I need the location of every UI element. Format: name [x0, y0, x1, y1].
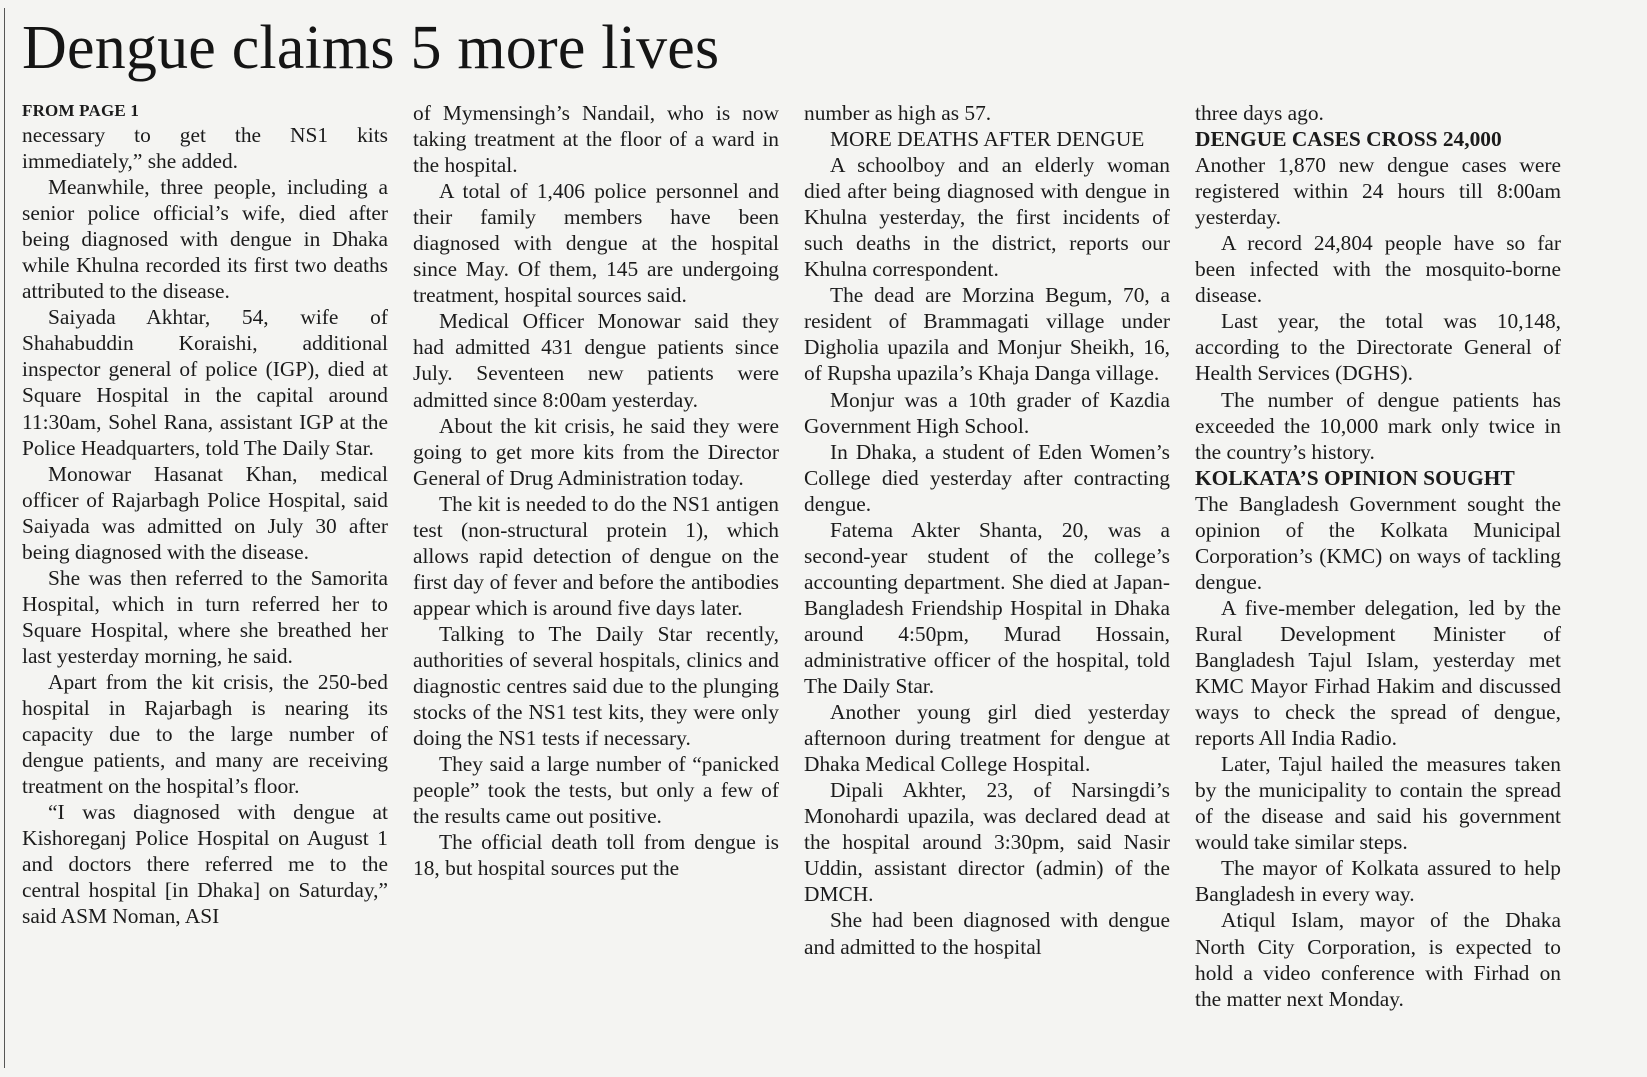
article-paragraph: Monjur was a 10th grader of Kazdia Government High School. [804, 387, 1170, 438]
section-subhead: KOLKATA’S OPINION SOUGHT [1195, 465, 1515, 490]
article-paragraph: three days ago. [1195, 101, 1324, 125]
article-paragraph: Saiyada Akhtar, 54, wife of Shahabuddin Koraishi, additional inspector general of police (IGP), died at Square Hospital in the capital around 11:30am, Sohel Rana, assistant IGP at the Police Headquarters, told The Daily Star. [22, 305, 388, 460]
article-paragraph: necessary to get the NS1 kits immediately,” she added. [22, 123, 388, 174]
article-paragraph: The official death toll from dengue is 18, but hospital sources put the [413, 830, 779, 881]
article-paragraph: “I was diagnosed with dengue at Kishoreganj Police Hospital on August 1 and doctors there referred me to the central hospital [in Dhaka] on Saturday,” said ASM Noman, ASI [22, 800, 388, 929]
article-paragraph: Talking to The Daily Star recently, authorities of several hospitals, clinics and diagnostic centres said due to the plunging stocks of the NS1 test kits, they were only doing the NS1 tests if necessary. [413, 621, 779, 751]
article-paragraph: The mayor of Kolkata assured to help Bangladesh in every way. [1195, 856, 1561, 907]
article-paragraph: Atiqul Islam, mayor of the Dhaka North City Corporation, is expected to hold a video conference with Firhad on the matter next Monday. [1195, 908, 1561, 1011]
article-paragraph: Fatema Akter Shanta, 20, was a second-year student of the college’s accounting department. She died at Japan-Bangladesh Friendship Hospital in Dhaka around 4:50pm, Murad Hossain, administrative officer of the hospital, told The Daily Star. [804, 517, 1170, 699]
article-paragraph: number as high as 57. [804, 101, 992, 125]
article-column-2 [413, 100, 779, 881]
article-paragraph: About the kit crisis, he said they were going to get more kits from the Director General of Drug Administration today. [413, 413, 779, 490]
article-paragraph: The Bangladesh Government sought the opinion of the Kolkata Municipal Corporation’s (KMC) on ways of tackling dengue. [1195, 491, 1561, 594]
article-paragraph: Apart from the kit crisis, the 250-bed hospital in Rajarbagh is nearing its capacity due to the large number of dengue patients, and many are receiving treatment on the hospital’s floor. [22, 669, 388, 799]
article-paragraph: In Dhaka, a student of Eden Women’s College died yesterday after contracting dengue. [804, 439, 1170, 516]
article-paragraph: Medical Officer Monowar said they had admitted 431 dengue patients since July. Seventeen new patients were admitted since 8:00am yesterday. [413, 309, 779, 412]
article-paragraph: The dead are Morzina Begum, 70, a resident of Brammagati village under Digholia upazila and Monjur Sheikh, 16, of Rupsha upazila’s Khaja Danga village. [804, 283, 1170, 386]
article-column-3 [804, 100, 1170, 960]
column-rule [4, 8, 5, 1068]
article-paragraph: She had been diagnosed with dengue and admitted to the hospital [804, 908, 1170, 959]
article-paragraph: Another 1,870 new dengue cases were registered within 24 hours till 8:00am yesterday. [1195, 153, 1561, 230]
article-paragraph: of Mymensingh’s Nandail, who is now taking treatment at the floor of a ward in the hospital. [413, 101, 779, 178]
article-column-4 [1195, 100, 1561, 1012]
article-paragraph: A record 24,804 people have so far been infected with the mosquito-borne disease. [1195, 231, 1561, 308]
headline: Dengue claims 5 more lives [22, 14, 720, 82]
article-paragraph: Dipali Akhter, 23, of Narsingdi’s Monohardi upazila, was declared dead at the hospital around 3:30pm, said Nasir Uddin, assistant director (admin) of the DMCH. [804, 778, 1170, 907]
article-paragraph: A five-member delegation, led by the Rural Development Minister of Bangladesh Tajul Islam, yesterday met KMC Mayor Firhad Hakim and discussed ways to check the spread of dengue, reports All India Radio. [1195, 595, 1561, 751]
section-subhead: MORE DEATHS AFTER DENGUE [830, 127, 1145, 152]
article-paragraph: Monowar Hasanat Khan, medical officer of Rajarbagh Police Hospital, said Saiyada was admitted on July 30 after being diagnosed with the disease. [22, 461, 388, 564]
article-paragraph: A total of 1,406 police personnel and their family members have been diagnosed with dengue at the hospital since May. Of them, 145 are undergoing treatment, hospital sources said. [413, 179, 779, 308]
article-paragraph: They said a large number of “panicked people” took the tests, but only a few of the results came out positive. [413, 752, 779, 829]
article-paragraph: She was then referred to the Samorita Hospital, which in turn referred her to Square Hospital, where she breathed her last yesterday morning, he said. [22, 565, 388, 668]
article-paragraph: The kit is needed to do the NS1 antigen test (non-structural protein 1), which allows rapid detection of dengue on the first day of fever and before the antibodies appear which is around five days later. [413, 491, 779, 620]
article-paragraph: Later, Tajul hailed the measures taken by the municipality to contain the spread of the disease and said his government would take similar steps. [1195, 752, 1561, 855]
section-subhead: DENGUE CASES CROSS 24,000 [1195, 127, 1502, 152]
article-paragraph: Another young girl died yesterday afternoon during treatment for dengue at Dhaka Medical College Hospital. [804, 700, 1170, 777]
article-column-1 [22, 100, 388, 929]
article-paragraph: Last year, the total was 10,148, according to the Directorate General of Health Services (DGHS). [1195, 309, 1561, 386]
continuation-kicker: FROM PAGE 1 [22, 101, 140, 120]
article-paragraph: A schoolboy and an elderly woman died after being diagnosed with dengue in Khulna yesterday, the first incidents of such deaths in the district, reports our Khulna correspondent. [804, 153, 1170, 282]
article-paragraph: Meanwhile, three people, including a senior police official’s wife, died after being diagnosed with dengue in Dhaka while Khulna recorded its first two deaths attributed to the disease. [22, 175, 388, 304]
article-paragraph: The number of dengue patients has exceeded the 10,000 mark only twice in the country’s history. [1195, 387, 1561, 464]
